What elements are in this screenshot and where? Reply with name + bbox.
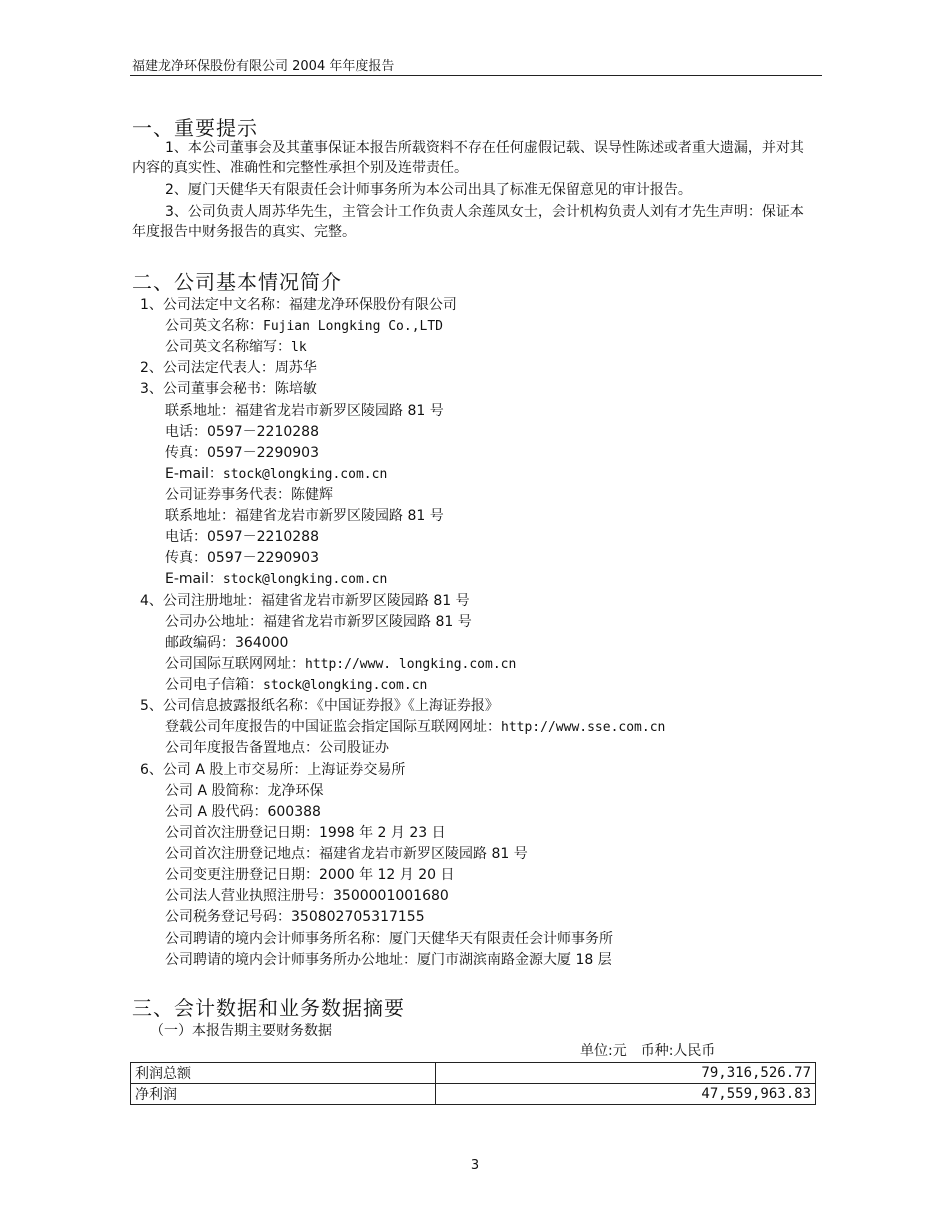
table-cell-value: 47,559,963.83 <box>436 1084 816 1105</box>
info-label: 公司 A 股代码： <box>165 804 268 820</box>
info-label: 公司英文名称： <box>165 318 263 334</box>
info-value: 600388 <box>267 804 321 820</box>
info-value: 0597－2210288 <box>207 529 319 545</box>
info-value: 周苏华 <box>274 360 317 376</box>
info-value: stock@longking.com.cn <box>263 678 428 693</box>
info-label: 6、公司 A 股上市交易所： <box>140 762 308 778</box>
info-line <box>165 400 444 420</box>
info-label: 电话： <box>165 529 207 545</box>
info-line <box>165 885 449 905</box>
info-value: 2000 年 12 月 20 日 <box>319 867 455 883</box>
info-label: 公司办公地址： <box>165 614 263 630</box>
info-line <box>165 547 319 567</box>
header-divider <box>130 75 822 76</box>
info-label: 5、公司信息披露报纸名称： <box>140 698 317 714</box>
info-label: 联系地址： <box>165 508 235 524</box>
table-cell-value: 79,316,526.77 <box>436 1063 816 1084</box>
info-label: 电话： <box>165 424 207 440</box>
info-label: 2、公司法定代表人： <box>140 360 275 376</box>
notice-paragraph-2: 2、厦门天健华天有限责任会计师事务所为本公司出具了标准无保留意见的审计报告。 <box>165 182 692 198</box>
notice-paragraph-1: 1、本公司董事会及其董事保证本报告所载资料不存在任何虚假记载、误导性陈述或者重大遗漏，并对其内容的真实性、准确性和完整性承担个别及连带责任。 <box>132 140 804 176</box>
info-line <box>165 442 319 462</box>
notice-paragraph-3: 3、公司负责人周苏华先生，主管会计工作负责人余莲凤女士，会计机构负责人刘有才先生声明：保证本年度报告中财务报告的真实、完整。 <box>132 204 804 240</box>
info-line <box>165 421 319 441</box>
info-line <box>140 759 405 779</box>
info-line <box>165 949 612 969</box>
info-value: 陈培敏 <box>274 381 317 397</box>
info-line <box>165 653 516 673</box>
info-label: 登载公司年度报告的中国证监会指定国际互联网网址： <box>165 719 501 735</box>
info-value: 1998 年 2 月 23 日 <box>319 825 446 841</box>
info-value: lk <box>291 340 307 355</box>
info-line <box>165 801 321 821</box>
info-value: 上海证券交易所 <box>307 762 406 778</box>
info-line <box>165 822 446 842</box>
table-cell-label: 利润总额 <box>131 1063 436 1084</box>
info-value: 龙净环保 <box>267 783 324 799</box>
info-line <box>165 463 387 483</box>
info-label: 公司英文名称缩写： <box>165 339 291 355</box>
info-label: 公司年度报告备置地点： <box>165 740 319 756</box>
info-label: 公司国际互联网网址： <box>165 656 305 672</box>
financial-subtitle: （一）本报告期主要财务数据 <box>150 1023 332 1039</box>
info-value: stock@longking.com.cn <box>222 572 388 587</box>
info-value: 350802705317155 <box>291 909 425 925</box>
info-label: 公司首次注册登记日期： <box>165 825 319 841</box>
info-value: 364000 <box>235 635 289 651</box>
info-line <box>165 843 528 863</box>
info-value: 福建省龙岩市新罗区陵园路 81 号 <box>235 403 444 419</box>
info-label: 1、公司法定中文名称： <box>140 297 289 313</box>
info-label: E-mail： <box>165 466 223 482</box>
info-label: 公司聘请的境内会计师事务所名称： <box>165 931 389 947</box>
info-line <box>140 294 457 314</box>
info-label: 公司电子信箱： <box>165 677 263 693</box>
info-value: 《中国证券报》《上海证券报》 <box>316 698 499 714</box>
info-line <box>165 780 323 800</box>
info-label: 传真： <box>165 445 207 461</box>
info-line <box>165 716 665 736</box>
info-line <box>140 357 317 377</box>
table-row <box>131 1063 816 1084</box>
section-title-important-notice: 一、重要提示 <box>132 116 258 140</box>
info-label: 公司 A 股简称： <box>165 783 268 799</box>
info-label: 3、公司董事会秘书： <box>140 381 275 397</box>
info-label: 公司首次注册登记地点： <box>165 846 319 862</box>
unit-currency-note: 单位:元 币种:人民币 <box>580 1043 716 1059</box>
info-line <box>140 378 317 398</box>
info-label: 邮政编码： <box>165 635 235 651</box>
info-value: 0597－2290903 <box>207 550 319 566</box>
info-value: 厦门天健华天有限责任会计师事务所 <box>389 931 613 947</box>
info-line <box>165 505 444 525</box>
info-line <box>165 737 389 757</box>
table-cell-label: 净利润 <box>131 1084 436 1105</box>
info-line <box>165 484 333 504</box>
info-label: 联系地址： <box>165 403 235 419</box>
section-title-accounting-summary: 三、会计数据和业务数据摘要 <box>132 996 405 1020</box>
report-header: 福建龙净环保股份有限公司 2004 年年度报告 <box>132 59 395 74</box>
info-label: 公司税务登记号码： <box>165 909 291 925</box>
info-line <box>165 315 443 335</box>
info-value: Fujian Longking Co.,LTD <box>263 319 444 334</box>
info-value: stock@longking.com.cn <box>222 467 388 482</box>
info-value: 福建省龙岩市新罗区陵园路 81 号 <box>263 614 472 630</box>
info-line <box>165 568 387 588</box>
info-value: 厦门市湖滨南路金源大厦 18 层 <box>417 952 612 968</box>
section-title-company-profile: 二、公司基本情况简介 <box>132 270 342 294</box>
info-line <box>165 906 425 926</box>
info-line <box>165 864 455 884</box>
table-row <box>131 1084 816 1105</box>
info-label: 公司法人营业执照注册号： <box>165 888 333 904</box>
info-label: 传真： <box>165 550 207 566</box>
info-line <box>165 632 288 652</box>
financial-table <box>130 1062 816 1105</box>
page-number: 3 <box>470 1158 480 1173</box>
info-value: http://www.sse.com.cn <box>501 720 666 735</box>
info-value: http://www. longking.com.cn <box>305 657 517 672</box>
info-value: 公司股证办 <box>319 740 389 756</box>
info-line <box>165 674 427 694</box>
info-line <box>165 928 613 948</box>
info-line <box>165 526 319 546</box>
info-value: 福建省龙岩市新罗区陵园路 81 号 <box>260 593 470 609</box>
info-value: 福建龙净环保股份有限公司 <box>288 297 457 313</box>
info-label: 4、公司注册地址： <box>140 593 261 609</box>
info-value: 福建省龙岩市新罗区陵园路 81 号 <box>235 508 444 524</box>
info-value: 3500001001680 <box>333 888 449 904</box>
info-label: E-mail： <box>165 571 223 587</box>
info-value: 陈健辉 <box>291 487 333 503</box>
info-value: 0597－2290903 <box>207 445 319 461</box>
info-value: 福建省龙岩市新罗区陵园路 81 号 <box>319 846 528 862</box>
info-line <box>140 590 470 610</box>
info-line <box>140 695 499 715</box>
info-label: 公司聘请的境内会计师事务所办公地址： <box>165 952 417 968</box>
info-label: 公司变更注册登记日期： <box>165 867 319 883</box>
info-line <box>165 611 472 631</box>
info-label: 公司证券事务代表： <box>165 487 291 503</box>
info-value: 0597－2210288 <box>207 424 319 440</box>
info-line <box>165 336 307 356</box>
